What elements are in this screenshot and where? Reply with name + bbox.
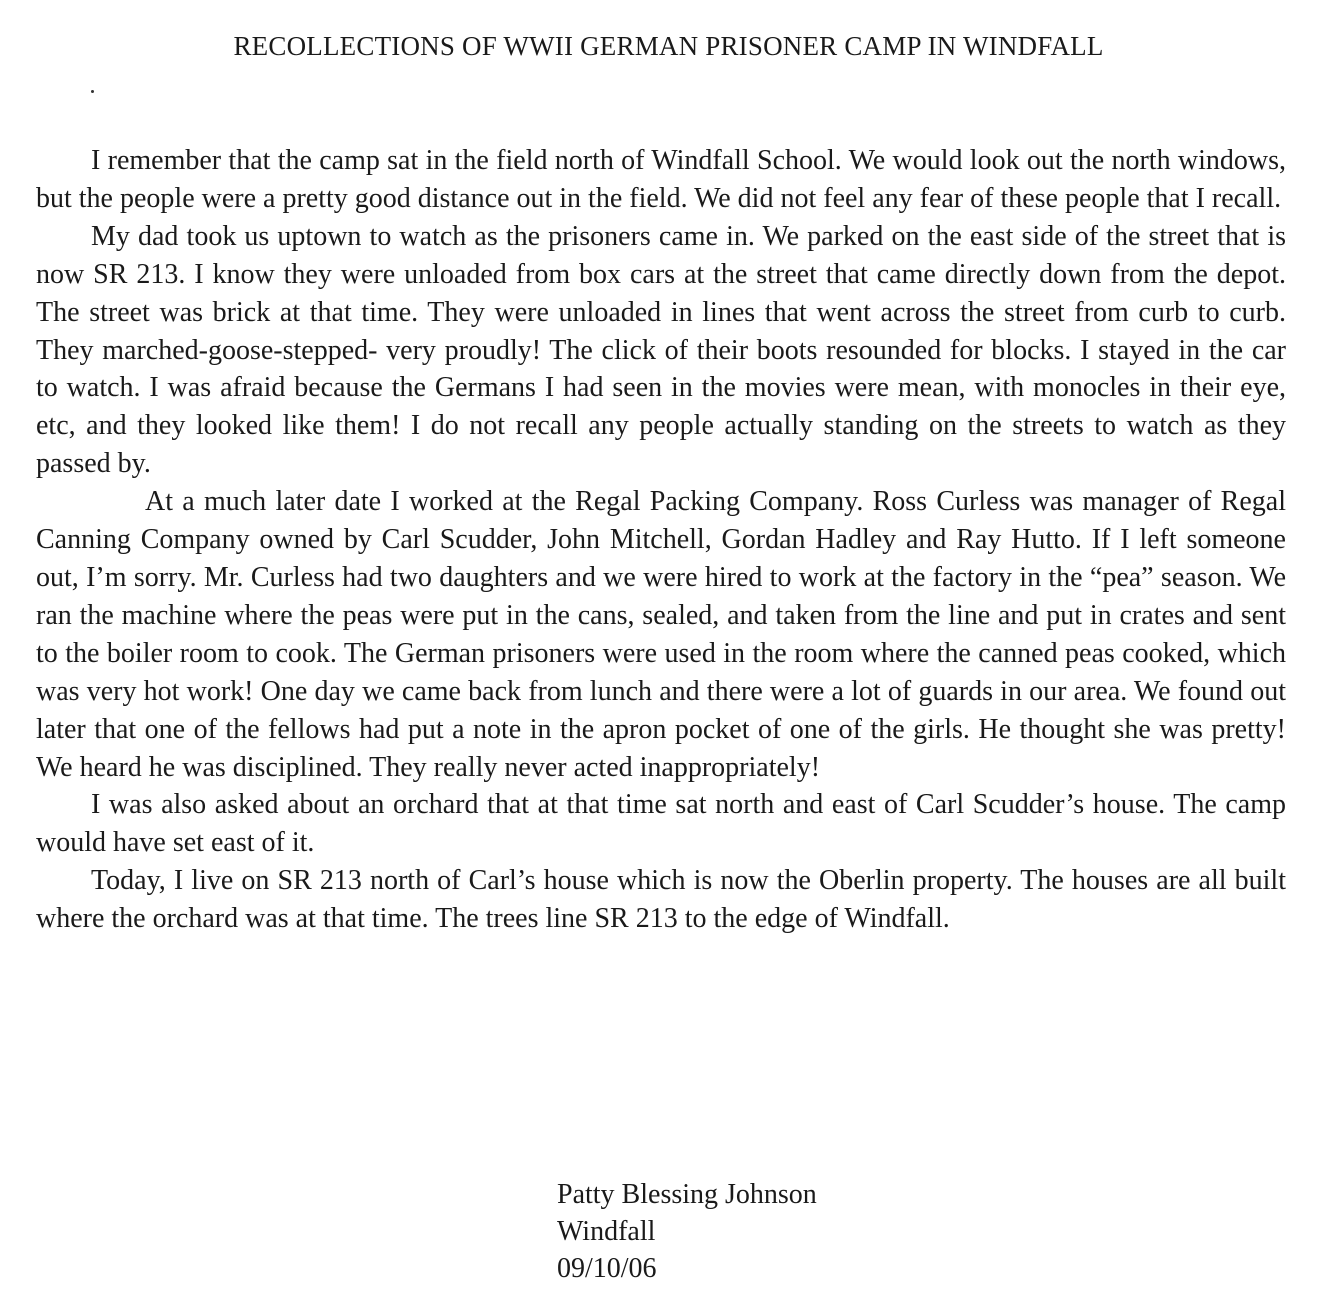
paragraph-2: My dad took us uptown to watch as the prisoners came in. We parked on the east side of the street that is now SR 213. I know they were unloaded from box cars at the street that came directly down from the depot. The street was brick at that time. They were unloaded in lines that went across the street from curb to curb. They marched-goose-stepped- very proudly! The click of their boots resounded for blocks. I stayed in the car to watch. I was afraid because the Germans I had seen in the movies were mean, with monocles in their eye, etc, and they looked like them! I do not recall any people actually standing on the streets to watch as they passed by. <box>36 220 1286 480</box>
signature-name: Patty Blessing Johnson <box>557 1179 817 1210</box>
scan-speck <box>91 90 94 93</box>
paragraph-4: I was also asked about an orchard that at that time sat north and east of Carl Scudder’s house. The camp would have set east of it. <box>36 789 1286 859</box>
signature-place: Windfall <box>557 1216 656 1247</box>
paragraph-5: Today, I live on SR 213 north of Carl’s house which is now the Oberlin property. The houses are all built where the orchard was at that time. The trees line SR 213 to the edge of Windfall. <box>36 865 1286 935</box>
signature-date: 09/10/06 <box>557 1253 657 1284</box>
paragraph-3: At a much later date I worked at the Regal Packing Company. Ross Curless was manager of Regal Canning Company owned by Carl Scudder, John Mitchell, Gordan Hadley and Ray Hutto. If I left someone out, I’m sorry. Mr. Curless had two daughters and we were hired to work at the factory in the “pea” season. We ran the machine where the peas were put in the cans, sealed, and taken from the line and put in crates and sent to the boiler room to cook. The German prisoners were used in the room where the canned peas cooked, which was very hot work! One day we came back from lunch and there were a lot of guards in our area. We found out later that one of the fellows had put a note in the apron pocket of one of the girls. He thought she was pretty! We heard he was disciplined. They really never acted inappropriately! <box>36 486 1286 783</box>
signature-block <box>557 1176 817 1287</box>
document-title: RECOLLECTIONS OF WWII GERMAN PRISONER CAMP IN WINDFALL <box>233 31 1104 61</box>
document-body <box>36 142 1286 938</box>
paragraph-1: I remember that the camp sat in the field north of Windfall School. We would look out the north windows, but the people were a pretty good distance out in the field. We did not feel any fear of these people that I recall. <box>36 145 1286 214</box>
